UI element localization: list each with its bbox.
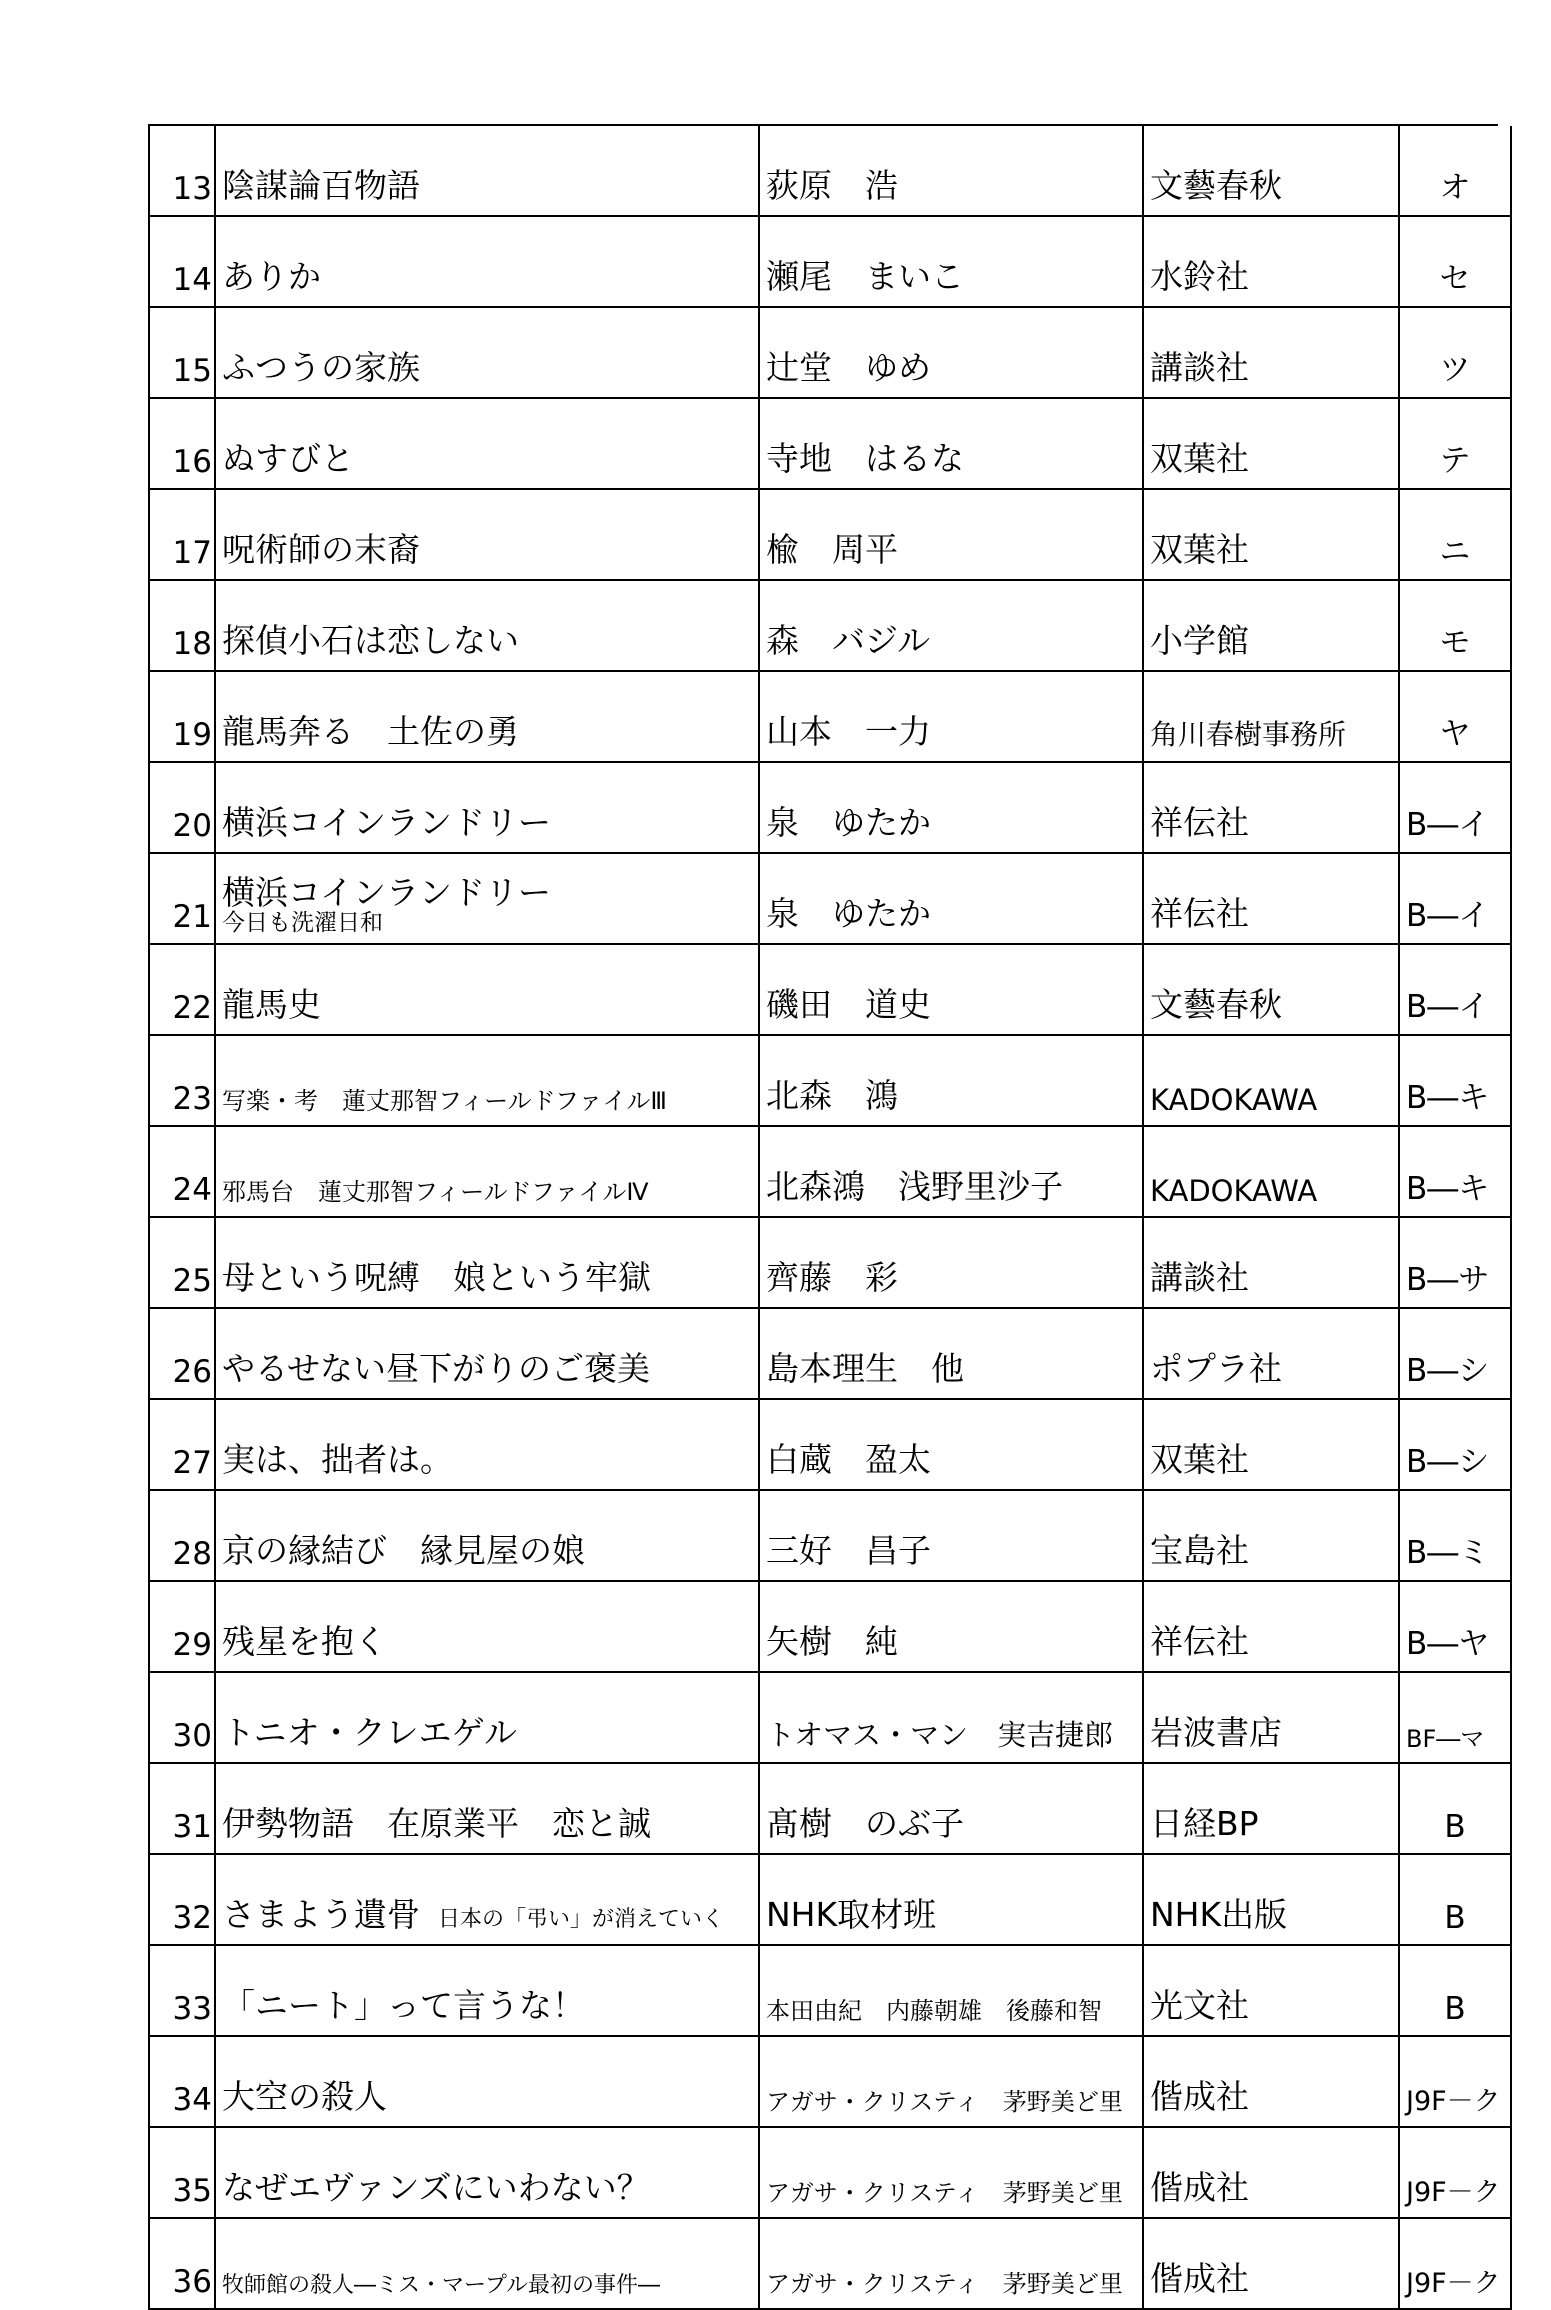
author-cell (759, 762, 1143, 853)
publisher: 角川春樹事務所 (1143, 671, 1399, 762)
author-cell (759, 126, 1143, 216)
author: 髙樹 のぶ子 (766, 1804, 964, 1843)
shelf-code: テ (1399, 398, 1511, 489)
shelf-code: ヤ (1399, 671, 1511, 762)
author-cell (759, 1945, 1143, 2036)
table-row (149, 1126, 1511, 1217)
book-title-cell (215, 489, 759, 580)
shelf-code: B―サ (1399, 1217, 1511, 1308)
table-row (149, 2127, 1511, 2218)
row-number: 35 (149, 2127, 215, 2218)
publisher: 水鈴社 (1143, 216, 1399, 307)
table-row (149, 580, 1511, 671)
table-row (149, 1217, 1511, 1308)
book-title: 母という呪縛 娘という牢獄 (222, 1258, 651, 1297)
shelf-code: オ (1399, 126, 1511, 216)
shelf-code: ニ (1399, 489, 1511, 580)
table-row (149, 2036, 1511, 2127)
book-title-cell (215, 1490, 759, 1581)
row-number: 28 (149, 1490, 215, 1581)
author: 北森鴻 浅野里沙子 (766, 1167, 1063, 1206)
table-row (149, 671, 1511, 762)
book-title: ぬすびと (222, 439, 354, 478)
book-title: ありか (222, 257, 321, 296)
publisher: 文藝春秋 (1143, 126, 1399, 216)
row-number: 17 (149, 489, 215, 580)
row-number: 20 (149, 762, 215, 853)
row-number: 13 (149, 126, 215, 216)
shelf-code: B―キ (1399, 1035, 1511, 1126)
book-title: 残星を抱く (222, 1622, 387, 1661)
publisher: 祥伝社 (1143, 853, 1399, 944)
shelf-code: B―イ (1399, 853, 1511, 944)
book-title: 伊勢物語 在原業平 恋と誠 (222, 1804, 651, 1843)
book-title-cell (215, 307, 759, 398)
book-title: 陰謀論百物語 (222, 166, 420, 205)
table-row (149, 1581, 1511, 1672)
row-number: 18 (149, 580, 215, 671)
table-row (149, 126, 1511, 216)
author-cell (759, 398, 1143, 489)
book-title: 大空の殺人 (222, 2077, 387, 2116)
book-title-cell (215, 580, 759, 671)
publisher: 祥伝社 (1143, 1581, 1399, 1672)
shelf-code: ツ (1399, 307, 1511, 398)
row-number: 14 (149, 216, 215, 307)
row-number: 23 (149, 1035, 215, 1126)
table-row (149, 1672, 1511, 1763)
author-cell (759, 580, 1143, 671)
shelf-code: B―ヤ (1399, 1581, 1511, 1672)
table-row (149, 1490, 1511, 1581)
row-number: 27 (149, 1399, 215, 1490)
book-title: 横浜コインランドリー (222, 873, 552, 912)
row-number: 24 (149, 1126, 215, 1217)
book-title-cell (215, 1217, 759, 1308)
publisher: 光文社 (1143, 1945, 1399, 2036)
author: 矢樹 純 (766, 1622, 898, 1661)
book-title: さまよう遺骨 (222, 1895, 420, 1934)
shelf-code: セ (1399, 216, 1511, 307)
author-cell (759, 2036, 1143, 2127)
book-title: なぜエヴァンズにいわない？ (222, 2168, 650, 2207)
author: アガサ・クリスティ 茅野美ど里 (766, 2270, 1123, 2298)
book-title-note: 日本の「弔い」が消えていく (438, 1907, 725, 1932)
row-number: 34 (149, 2036, 215, 2127)
book-title: 邪馬台 蓮丈那智フィールドファイルⅣ (222, 1178, 649, 1206)
book-title-cell (215, 398, 759, 489)
book-title: 写楽・考 蓮丈那智フィールドファイルⅢ (222, 1087, 667, 1115)
publisher: KADOKAWA (1143, 1126, 1399, 1217)
author: 三好 昌子 (766, 1531, 931, 1570)
row-number: 16 (149, 398, 215, 489)
table-row (149, 1308, 1511, 1399)
shelf-code: B (1399, 1945, 1511, 2036)
book-title-cell (215, 1672, 759, 1763)
book-title-cell (215, 1581, 759, 1672)
publisher: 偕成社 (1143, 2036, 1399, 2127)
table-row (149, 1763, 1511, 1854)
book-title: トニオ・クレエゲル (222, 1713, 518, 1752)
author: 本田由紀 内藤朝雄 後藤和智 (766, 1997, 1102, 2025)
book-title-cell (215, 2218, 759, 2309)
table-row (149, 853, 1511, 944)
author-cell (759, 1672, 1143, 1763)
publisher: 双葉社 (1143, 489, 1399, 580)
author-cell (759, 671, 1143, 762)
book-title-cell (215, 126, 759, 216)
author: 泉 ゆたか (766, 803, 931, 842)
publisher: 宝島社 (1143, 1490, 1399, 1581)
publisher: 講談社 (1143, 1217, 1399, 1308)
book-title-cell (215, 2127, 759, 2218)
shelf-code: J9F－ク (1399, 2036, 1511, 2127)
row-number: 31 (149, 1763, 215, 1854)
author: 森 バジル (766, 621, 931, 660)
book-title: 呪術師の末裔 (222, 530, 420, 569)
author-cell (759, 944, 1143, 1035)
shelf-code: BF―マ (1399, 1672, 1511, 1763)
author-cell (759, 1308, 1143, 1399)
shelf-code: B―ミ (1399, 1490, 1511, 1581)
table-row (149, 944, 1511, 1035)
book-title-cell (215, 1854, 759, 1945)
publisher: 岩波書店 (1143, 1672, 1399, 1763)
author-cell (759, 1126, 1143, 1217)
table-row (149, 307, 1511, 398)
row-number: 26 (149, 1308, 215, 1399)
table-row (149, 1035, 1511, 1126)
publisher: 祥伝社 (1143, 762, 1399, 853)
author: 辻堂 ゆめ (766, 348, 931, 387)
book-title: 龍馬史 (222, 985, 321, 1024)
book-title: やるせない昼下がりのご褒美 (222, 1349, 651, 1388)
author: アガサ・クリスティ 茅野美ど里 (766, 2088, 1123, 2116)
shelf-code: B―イ (1399, 944, 1511, 1035)
publisher: 双葉社 (1143, 398, 1399, 489)
author: 寺地 はるな (766, 439, 964, 478)
row-number: 15 (149, 307, 215, 398)
book-title-cell (215, 1945, 759, 2036)
author-cell (759, 489, 1143, 580)
publisher: 双葉社 (1143, 1399, 1399, 1490)
shelf-code: B―シ (1399, 1308, 1511, 1399)
author-cell (759, 1581, 1143, 1672)
book-list-table (148, 126, 1512, 2310)
author-cell (759, 307, 1143, 398)
row-number: 25 (149, 1217, 215, 1308)
publisher: 小学館 (1143, 580, 1399, 671)
book-title-cell (215, 1308, 759, 1399)
book-title: 牧師館の殺人―ミス・マープル最初の事件― (222, 2273, 661, 2298)
book-title: 龍馬奔る 土佐の勇 (222, 712, 519, 751)
row-number: 19 (149, 671, 215, 762)
author: 山本 一力 (766, 712, 931, 751)
book-title-cell (215, 671, 759, 762)
author-cell (759, 2127, 1143, 2218)
table-row (149, 216, 1511, 307)
author: 磯田 道史 (766, 985, 931, 1024)
book-title-cell (215, 944, 759, 1035)
table-row (149, 1854, 1511, 1945)
author: 瀬尾 まいこ (766, 257, 964, 296)
book-title: 実は、拙者は。 (222, 1440, 453, 1479)
book-title: 「ニート」って言うな！ (222, 1986, 585, 2025)
publisher: 講談社 (1143, 307, 1399, 398)
book-title: 横浜コインランドリー (222, 803, 552, 842)
row-number: 22 (149, 944, 215, 1035)
row-number: 36 (149, 2218, 215, 2309)
publisher: ポプラ社 (1143, 1308, 1399, 1399)
author: 島本理生 他 (766, 1349, 964, 1388)
book-title-cell (215, 853, 759, 944)
author-cell (759, 1854, 1143, 1945)
shelf-code: B―キ (1399, 1126, 1511, 1217)
author-cell (759, 216, 1143, 307)
book-title-cell (215, 1763, 759, 1854)
row-number: 32 (149, 1854, 215, 1945)
author: 楡 周平 (766, 530, 898, 569)
table-row (149, 1399, 1511, 1490)
table-row (149, 762, 1511, 853)
author-cell (759, 1490, 1143, 1581)
book-title: 京の縁結び 縁見屋の娘 (222, 1531, 585, 1570)
book-title-cell (215, 762, 759, 853)
author: 荻原 浩 (766, 166, 898, 205)
shelf-code: B―シ (1399, 1399, 1511, 1490)
book-title-cell (215, 216, 759, 307)
shelf-code: B (1399, 1854, 1511, 1945)
shelf-code: モ (1399, 580, 1511, 671)
book-subtitle: 今日も洗濯日和 (222, 910, 383, 936)
table-row (149, 1945, 1511, 2036)
book-list-body (149, 126, 1511, 2309)
author-cell (759, 1763, 1143, 1854)
author: トオマス・マン 実吉捷郎 (766, 1718, 1114, 1752)
author: 白蔵 盈太 (766, 1440, 931, 1479)
publisher: KADOKAWA (1143, 1035, 1399, 1126)
publisher: 文藝春秋 (1143, 944, 1399, 1035)
book-title-cell (215, 2036, 759, 2127)
row-number: 29 (149, 1581, 215, 1672)
publisher: NHK出版 (1143, 1854, 1399, 1945)
shelf-code: J9F－ク (1399, 2127, 1511, 2218)
shelf-code: J9F－ク (1399, 2218, 1511, 2309)
book-title: 探偵小石は恋しない (222, 621, 519, 660)
author: アガサ・クリスティ 茅野美ど里 (766, 2179, 1123, 2207)
author: NHK取材班 (766, 1895, 937, 1934)
book-title: ふつうの家族 (222, 348, 420, 387)
shelf-code: B (1399, 1763, 1511, 1854)
author-cell (759, 1217, 1143, 1308)
author: 北森 鴻 (766, 1076, 898, 1115)
table-row (149, 398, 1511, 489)
author-cell (759, 2218, 1143, 2309)
book-title-cell (215, 1035, 759, 1126)
book-title-cell (215, 1126, 759, 1217)
row-number: 33 (149, 1945, 215, 2036)
shelf-code: B―イ (1399, 762, 1511, 853)
row-number: 30 (149, 1672, 215, 1763)
author-cell (759, 1035, 1143, 1126)
publisher: 偕成社 (1143, 2127, 1399, 2218)
author-cell (759, 853, 1143, 944)
publisher: 日経BP (1143, 1763, 1399, 1854)
book-title-cell (215, 1399, 759, 1490)
author: 齊藤 彩 (766, 1258, 898, 1297)
table-row (149, 2218, 1511, 2309)
author: 泉 ゆたか (766, 894, 931, 933)
row-number: 21 (149, 853, 215, 944)
table-row (149, 489, 1511, 580)
publisher: 偕成社 (1143, 2218, 1399, 2309)
author-cell (759, 1399, 1143, 1490)
